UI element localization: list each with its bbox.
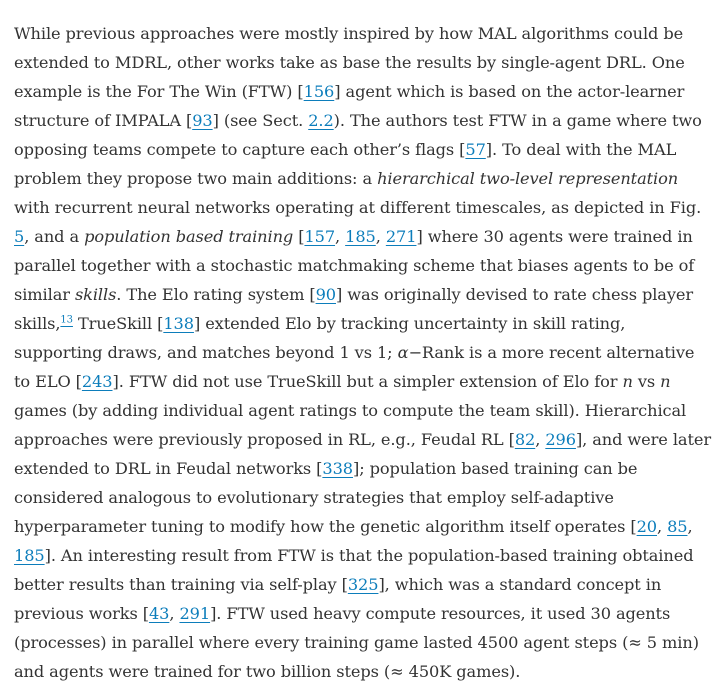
emphasized-term: n	[660, 372, 671, 392]
footnote-link[interactable]: 13	[60, 314, 73, 326]
text-run: ,	[687, 517, 693, 537]
emphasized-term: hierarchical two-level representation	[377, 169, 679, 189]
citation-link[interactable]: 291	[179, 604, 211, 624]
text-run: ]. An interesting result from FTW is that the population-based training obtained better results than training via self-play [	[14, 546, 694, 595]
text-run: TrueSkill [	[72, 314, 164, 334]
citation-link[interactable]: 271	[385, 227, 417, 247]
text-run: ] was originally devised to rate chess player skills,	[14, 285, 694, 334]
text-run: ], which was a standard concept in previous works [	[14, 575, 662, 624]
text-run: games (by adding individual agent ratings to compute the team skill). Hierarchical approaches were previously proposed in RL, e.g., Feudal RL [	[14, 401, 687, 450]
text-run: [	[293, 227, 305, 247]
text-run: ,	[535, 430, 546, 450]
text-run: ,	[169, 604, 180, 624]
text-run: , and a	[24, 227, 85, 247]
text-run: −Rank is a more recent alternative to ELO [	[14, 343, 695, 392]
text-run: ]; population based training can be considered analogous to evolutionary strategies that employ self-adaptive hyperparameter tuning to modify how the genetic algorithm itself operates [	[14, 459, 638, 537]
citation-link[interactable]: 185	[14, 546, 45, 566]
citation-link[interactable]: 93	[192, 111, 213, 131]
citation-link[interactable]: 156	[303, 82, 335, 102]
citation-link[interactable]: 5	[14, 227, 25, 247]
citation-link[interactable]: 57	[465, 140, 486, 160]
citation-link[interactable]: 2.2	[308, 111, 334, 131]
citation-link[interactable]: 243	[81, 372, 113, 392]
citation-link[interactable]: 296	[545, 430, 576, 450]
text-run: vs	[632, 372, 661, 392]
text-run: with recurrent neural networks operating at different timescales, as depicted in Fig.	[14, 198, 702, 218]
text-run: ]. FTW used heavy compute resources, it used 30 agents (processes) in parallel where every training game lasted 4500 agent steps (≈ 5 min) and agents were trained for two billion steps (≈ 450K games).	[14, 604, 699, 682]
body-paragraph	[0, 16, 726, 686]
text-run: ] extended Elo by tracking uncertainty in skill rating, supporting draws, and matches beyond 1 vs 1;	[14, 314, 626, 363]
text-run: ,	[375, 227, 386, 247]
emphasized-term: α	[397, 343, 409, 363]
text-run: While previous approaches were mostly inspired by how MAL algorithms could be extended to MDRL, other works take as base the results by single-agent DRL. One example is the For The Win (FTW) [	[14, 24, 685, 102]
citation-link[interactable]: 90	[315, 285, 336, 305]
citation-link[interactable]: 138	[163, 314, 194, 334]
text-run: ,	[657, 517, 668, 537]
text-run: ]. To deal with the MAL problem they propose two main additions: a	[14, 140, 677, 189]
text-run: ] agent which is based on the actor-learner structure of IMPALA [	[14, 82, 685, 131]
text-run: ]. FTW did not use TrueSkill but a simpler extension of Elo for	[112, 372, 623, 392]
citation-link[interactable]: 85	[667, 517, 688, 537]
text-run: ,	[335, 227, 346, 247]
citation-link[interactable]: 157	[304, 227, 336, 247]
text-run: ] (see Sect.	[212, 111, 309, 131]
text-run: . The Elo rating system [	[116, 285, 316, 305]
text-run: ). The authors test FTW in a game where two opposing teams compete to capture each other’s flags [	[14, 111, 702, 160]
citation-link[interactable]: 20	[636, 517, 657, 537]
emphasized-term: n	[622, 372, 633, 392]
text-run: ] where 30 agents were trained in parallel together with a stochastic matchmaking scheme that biases agents to be of similar	[14, 227, 695, 305]
citation-link[interactable]: 82	[514, 430, 536, 450]
text-run: ], and were later extended to DRL in Feudal networks [	[14, 430, 711, 479]
citation-link[interactable]: 43	[148, 604, 170, 624]
emphasized-term: skills	[74, 285, 117, 305]
emphasized-term: population based training	[84, 227, 294, 247]
citation-link[interactable]: 338	[322, 459, 353, 479]
citation-link[interactable]: 185	[345, 227, 376, 247]
citation-link[interactable]: 325	[347, 575, 379, 595]
